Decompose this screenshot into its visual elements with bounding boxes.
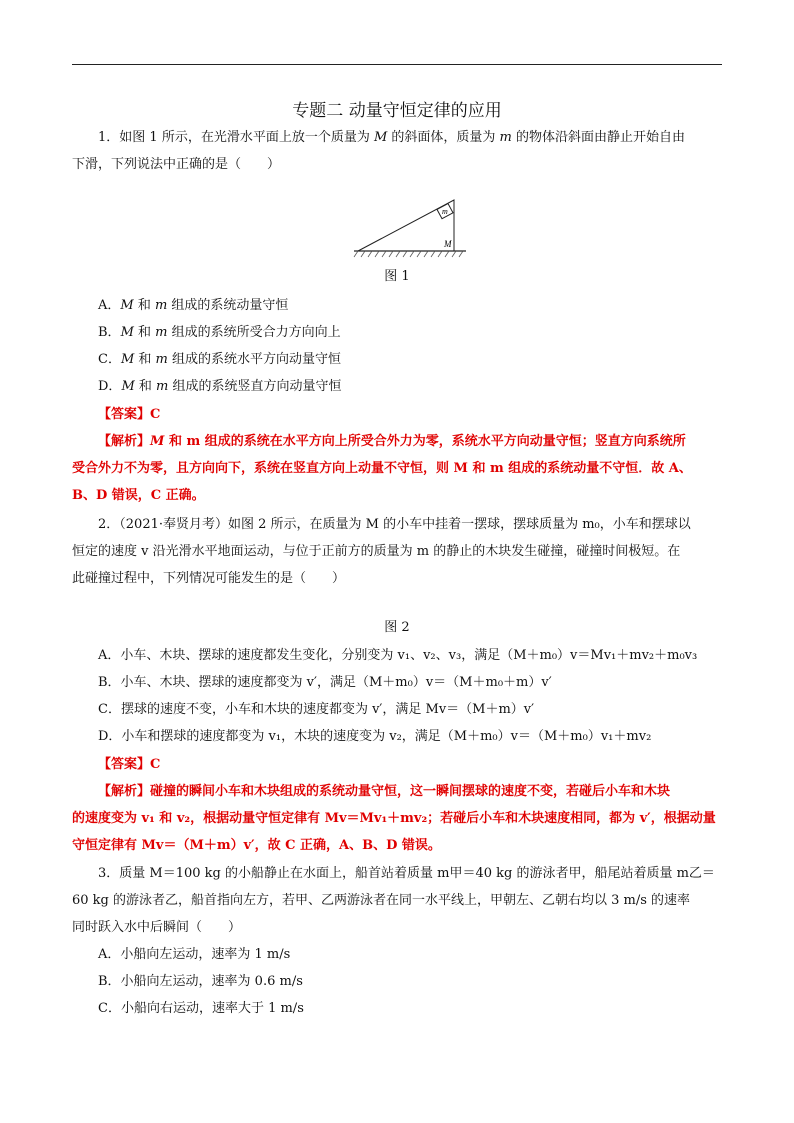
question-2-line2: 恒定的速度 v 沿光滑水平地面运动，与位于正前方的质量为 m 的静止的木块发生碰撞，碰撞时间极短。在: [72, 544, 681, 559]
option-b: B．M 和 m 组成的系统所受合力方向向上: [98, 325, 341, 340]
option-a: A．M 和 m 组成的系统动量守恒: [98, 298, 289, 313]
page-title: 专题二 动量守恒定律的应用: [292, 101, 502, 121]
ground-hatch: [354, 251, 466, 257]
analysis-1-line3: B、D 错误，C 正确。: [72, 488, 205, 503]
option-a: A．小船向左运动，速率为 1 m/s: [98, 947, 291, 962]
option-c: C．M 和 m 组成的系统水平方向动量守恒: [98, 352, 341, 367]
figure-1-caption: 图 1: [384, 269, 410, 284]
answer-2: 【答案】C: [98, 757, 161, 772]
analysis-2-line2: 的速度变为 v₁ 和 v₂，根据动量守恒定律有 Mv＝Mv₁＋mv₂；若碰后小车和木块速度相同，都为 v′，根据动量: [72, 811, 716, 826]
question-2-line3: 此碰撞过程中，下列情况可能发生的是（ ）: [72, 571, 346, 586]
answer-1: 【答案】C: [98, 407, 161, 422]
analysis-2-line3: 守恒定律有 Mv＝（M＋m）v′，故 C 正确，A、B、D 错误。: [72, 838, 441, 853]
block-label: m: [442, 207, 448, 216]
option-b: B．小车、木块、摆球的速度都变为 v′，满足（M＋m₀）v＝（M＋m₀＋m）v′: [98, 675, 552, 690]
question-3-line3: 同时跃入水中后瞬间（ ）: [72, 920, 242, 935]
option-c: C．小船向右运动，速率大于 1 m/s: [98, 1001, 304, 1016]
question-3-line2: 60 kg 的游泳者乙，船首指向左方，若甲、乙两游泳者在同一水平线上，甲朝左、乙朝右均以 3 m/s 的速率: [72, 893, 691, 908]
question-number: 1．: [98, 130, 120, 145]
header-rule: [72, 64, 722, 65]
option-c: C．摆球的速度不变，小车和木块的速度都变为 v′，满足 Mv＝（M＋m）v′: [98, 702, 535, 717]
figure-1-incline: [350, 186, 470, 262]
option-b: B．小船向左运动，速率为 0.6 m/s: [98, 974, 303, 989]
incline-label: M: [444, 239, 452, 249]
analysis-2-line1: 【解析】碰撞的瞬间小车和木块组成的系统动量守恒，这一瞬间摆球的速度不变，若碰后小车和木块: [98, 784, 671, 799]
question-3-line1: 3．质量 M＝100 kg 的小船静止在水面上，船首站着质量 m甲＝40 kg 的游泳者甲，船尾站着质量 m乙＝: [98, 866, 715, 881]
question-1-stem: 1．如图 1 所示，在光滑水平面上放一个质量为 M 的斜面体，质量为 m 的物体沿斜面由静止开始自由: [98, 130, 685, 145]
analysis-1-line2: 受合外力不为零，且方向向下，系统在竖直方向上动量不守恒，则 M 和 m 组成的系统动量不守恒．故 A、: [72, 461, 692, 476]
analysis-1-line1: 【解析】M 和 m 组成的系统在水平方向上所受合外力为零，系统水平方向动量守恒；竖直方向系统所: [98, 434, 686, 449]
figure-2-caption: 图 2: [384, 620, 410, 635]
option-d: D．小车和摆球的速度都变为 v₁，木块的速度变为 v₂，满足（M＋m₀）v＝（M＋m₀）v₁＋mv₂: [98, 729, 652, 744]
question-1-stem-line2: 下滑，下列说法中正确的是（ ）: [72, 157, 281, 172]
option-a: A．小车、木块、摆球的速度都发生变化，分别变为 v₁、v₂、v₃，满足（M＋m₀）v＝Mv₁＋mv₂＋m₀v₃: [98, 648, 698, 663]
option-d: D．M 和 m 组成的系统竖直方向动量守恒: [98, 379, 342, 394]
question-2-line1: 2．（2021·奉贤月考）如图 2 所示，在质量为 M 的小车中挂着一摆球，摆球质量为 m₀，小车和摆球以: [98, 517, 691, 532]
